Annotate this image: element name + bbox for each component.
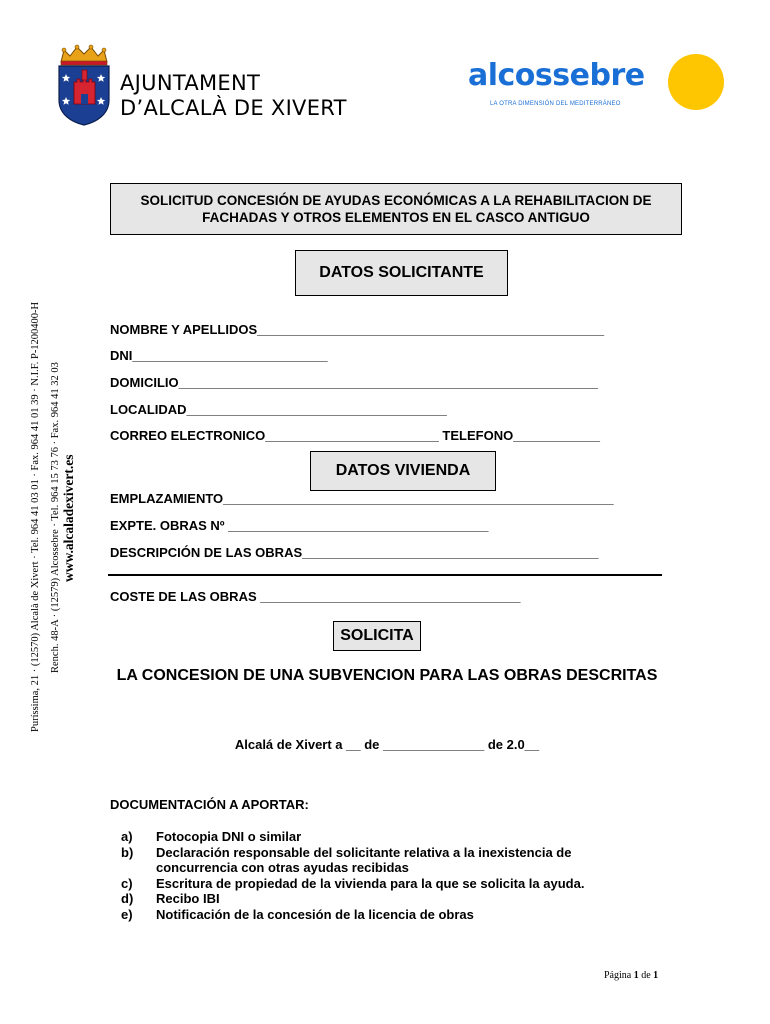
section-header-vivienda: DATOS VIVIENDA <box>310 451 496 491</box>
field-coste-obras[interactable]: COSTE DE LAS OBRAS ____________________________________ <box>110 589 521 604</box>
page-number <box>604 970 658 981</box>
list-item-text: Fotocopia DNI o similar <box>156 829 302 844</box>
section-header-solicita: SOLICITA <box>333 621 421 651</box>
side-address-line1: Puríssima, 21 · (12570) Alcalà de Xivert · Tel. 964 41 03 01 · Fax. 964 41 01 39 · N.I.F. P-1200400-H <box>30 301 41 732</box>
list-item <box>121 891 641 907</box>
field-correo-telefono[interactable]: CORREO ELECTRONICO________________________ TELEFONO____________ <box>110 428 600 443</box>
list-item-marker: d) <box>121 891 134 906</box>
field-expte-obras[interactable]: EXPTE. OBRAS Nº ____________________________________ <box>110 518 489 533</box>
field-emplazamiento[interactable]: EMPLAZAMIENTO______________________________________________________ <box>110 491 614 506</box>
field-localidad[interactable]: LOCALIDAD____________________________________ <box>110 402 447 417</box>
form-title-text: SOLICITUD CONCESIÓN DE AYUDAS ECONÓMICAS A LA REHABILITACION DE FACHADAS Y OTROS ELEMENTOS EN EL CASCO ANTIGUO <box>140 193 652 225</box>
field-domicilio[interactable]: DOMICILIO__________________________________________________________ <box>110 375 598 390</box>
municipality-line1: AJUNTAMENT <box>120 71 261 95</box>
list-item-marker: c) <box>121 875 133 891</box>
date-place-line[interactable]: Alcalá de Xivert a __ de ______________ de 2.0__ <box>234 737 540 752</box>
list-item-text: Declaración responsable del solicitante relativa a la inexistencia de concurrencia con otras ayudas recibidas <box>156 844 572 875</box>
coat-of-arms-icon <box>55 42 113 126</box>
side-address-line2: Rench. 48-A · (12579) Alcossebre · Tel. 964 15 73 76 · Fax. 964 41 32 03 <box>50 362 61 673</box>
sun-logo-icon <box>668 54 724 110</box>
description-continuation-line[interactable] <box>108 574 662 576</box>
brand-logo-text: alcossebre <box>468 58 645 93</box>
field-descripcion-obras[interactable]: DESCRIPCIÓN DE LAS OBRAS_________________________________________ <box>110 545 599 560</box>
section-header-solicitante: DATOS SOLICITANTE <box>295 250 508 296</box>
side-website: www.alcaladexivert.es <box>61 454 76 582</box>
list-item-text: Recibo IBI <box>156 891 220 906</box>
list-item-marker: e) <box>121 906 133 922</box>
list-item <box>121 907 641 923</box>
brand-tagline: LA OTRA DIMENSIÓN DEL MEDITERRÁNEO <box>490 101 621 107</box>
list-item <box>121 876 641 892</box>
form-title <box>110 183 682 235</box>
field-nombre[interactable]: NOMBRE Y APELLIDOS________________________________________________ <box>110 322 605 337</box>
municipality-name <box>120 71 347 121</box>
list-item <box>121 845 641 876</box>
list-item-text: Notificación de la concesión de la licencia de obras <box>156 906 474 922</box>
municipality-line2: D’ALCALÀ DE XIVERT <box>120 96 347 120</box>
of-word: de <box>641 970 651 981</box>
request-statement: LA CONCESION DE UNA SUBVENCION PARA LAS OBRAS DESCRITAS <box>116 667 658 684</box>
documents-title: DOCUMENTACIÓN A APORTAR: <box>110 797 309 812</box>
list-item-marker: b) <box>121 844 134 860</box>
documents-list <box>121 829 641 922</box>
list-item-marker: a) <box>121 829 133 844</box>
list-item-text: Escritura de propiedad de la vivienda para la que se solicita la ayuda. <box>156 875 585 891</box>
page-word: Página <box>604 970 632 981</box>
list-item <box>121 829 641 845</box>
field-dni[interactable]: DNI___________________________ <box>110 348 328 363</box>
current-page: 1 <box>633 970 639 981</box>
total-pages: 1 <box>653 970 659 981</box>
